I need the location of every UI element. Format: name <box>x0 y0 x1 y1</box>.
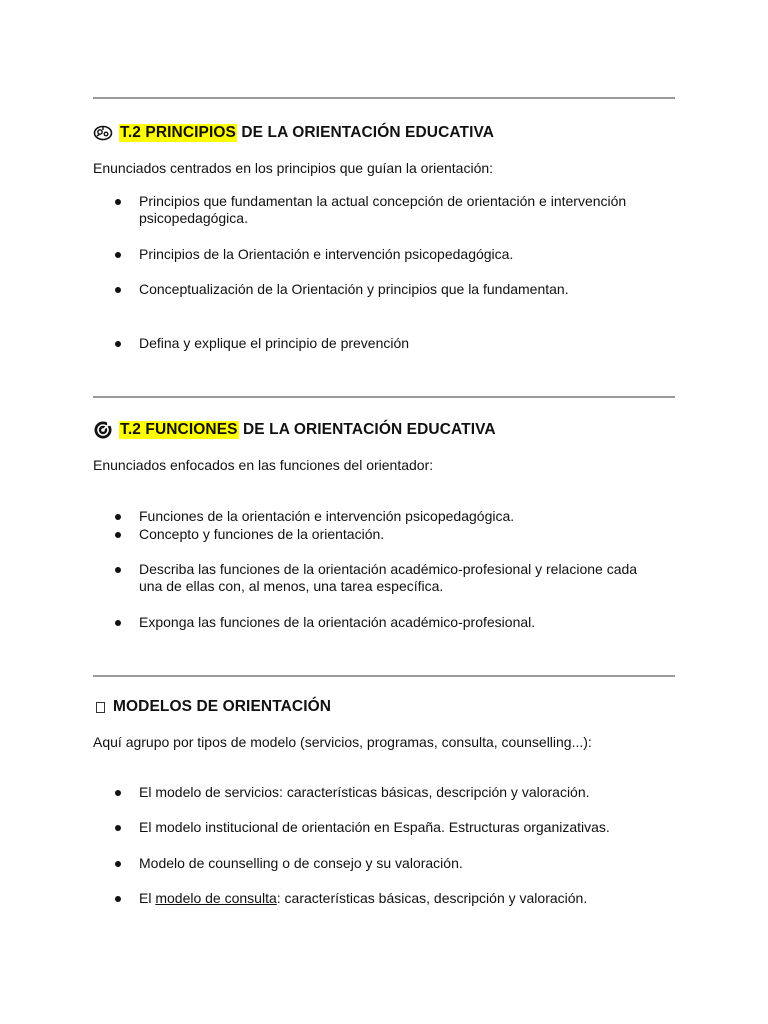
bullet <box>115 514 121 520</box>
heading-text: MODELOS DE ORIENTACIÓN <box>113 698 332 715</box>
modelo-de-consulta-link[interactable]: modelo de consulta <box>155 890 277 906</box>
bullet <box>115 199 121 205</box>
target-arrow-icon <box>93 420 113 440</box>
bullet <box>115 620 121 626</box>
bullet <box>115 790 121 796</box>
missing-glyph-box-icon <box>96 702 105 713</box>
bullet <box>115 532 121 538</box>
section-heading-modelos <box>93 698 331 716</box>
section-divider <box>93 97 675 99</box>
brain-gear-icon <box>93 123 113 143</box>
bullet <box>115 252 121 258</box>
section-intro: Enunciados enfocados en las funciones del orientador: <box>93 457 434 473</box>
heading-rest: DE LA ORIENTACIÓN EDUCATIVA <box>236 124 495 141</box>
section-intro: Aquí agrupo por tipos de modelo (servicios, programas, consulta, counselling...): <box>93 734 592 750</box>
bullet <box>115 896 121 902</box>
section-divider <box>93 396 675 398</box>
bullet <box>115 861 121 867</box>
section-intro: Enunciados centrados en los principios que guían la orientación: <box>93 160 494 176</box>
section-heading-funciones <box>93 420 496 440</box>
heading-highlight: T.2 FUNCIONES <box>120 421 238 438</box>
heading-rest: DE LA ORIENTACIÓN EDUCATIVA <box>238 421 496 438</box>
bullet <box>115 567 121 573</box>
heading-highlight: T.2 PRINCIPIOS <box>120 124 236 141</box>
bullet <box>115 287 121 293</box>
section-heading-principios <box>93 123 494 143</box>
bullet <box>115 341 121 347</box>
bullet <box>115 825 121 831</box>
section-divider <box>93 675 675 677</box>
